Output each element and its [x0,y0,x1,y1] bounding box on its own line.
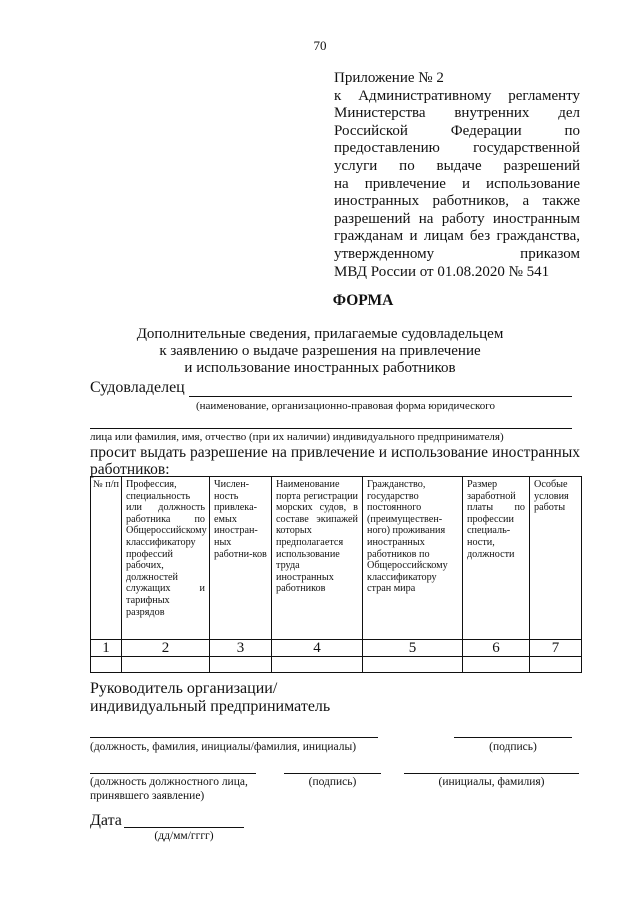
column-number: 1 [91,640,122,657]
form-title: ФОРМА [332,292,394,309]
official-initials-caption: (инициалы, фамилия) [438,776,545,788]
signature-field[interactable] [454,737,572,738]
table-cell[interactable] [463,657,530,673]
shipowner-label: Судовладелец [90,379,185,396]
date-caption: (дд/мм/гггг) [154,830,214,842]
shipowner-caption: (наименование, организационно-правовая форма юридического [196,400,496,412]
appendix-line: Российской Федерации по [334,122,580,139]
appendix-line: Министерства внутренних дел [334,105,580,122]
table-cell[interactable] [272,657,363,673]
appendix-line: Приложение № 2 [334,70,444,86]
appendix-line: МВД России от 01.08.2020 № 541 [334,263,550,280]
official-signature-caption: (подпись) [308,776,357,788]
appendix-line: к Административному регламенту [334,87,580,104]
column-number: 6 [463,640,530,657]
column-number: 3 [210,640,272,657]
appendix-line: гражданам и лицам без гражданства, [334,228,580,245]
position-caption: (должность, фамилия, инициалы/фамилия, инициалы) [90,741,357,753]
shipowner-field[interactable] [189,396,572,397]
request-text-continued: работников: [90,461,170,478]
table-number-row [91,640,582,657]
header-cell-conditions: Особые условия работы [530,477,582,640]
official-initials-field[interactable] [404,773,579,774]
header-cell-number: № п/п [91,477,122,640]
table-cell[interactable] [91,657,122,673]
signature-caption: (подпись) [489,741,537,753]
official-position-field[interactable] [90,773,256,774]
column-number: 4 [272,640,363,657]
header-cell-citizenship: Гражданство, государство постоянного (преимуществен-ного) проживания иностранных работников по Общероссийскому классификатору стран мира [363,477,463,640]
head-label-continued: индивидуальный предприниматель [90,698,331,715]
subtitle-line: и использование иностранных работников [184,360,456,376]
header-cell-count: Числен-ность привлека-емых иностран-ных работни-ков [210,477,272,640]
table-cell[interactable] [363,657,463,673]
subtitle-line: к заявлению о выдаче разрешения на привлечение [159,343,481,359]
shipowner-caption-continued: лица или фамилия, имя, отчество (при их наличии) индивидуального предпринимателя) [90,431,504,443]
form-subtitle [0,326,640,377]
shipowner-field-continued[interactable] [90,428,572,429]
appendix-line: предоставлению государственной [334,140,580,157]
official-caption: (должность должностного лица, [90,776,248,788]
table-cell[interactable] [210,657,272,673]
appendix-header [334,70,580,281]
page-number: 70 [313,38,327,53]
table-row [91,657,582,673]
table-header-row [91,477,582,640]
official-caption-continued: принявшего заявление) [90,790,205,802]
column-number: 7 [530,640,582,657]
head-label: Руководитель организации/ [90,680,278,697]
appendix-line: иностранных работников, а также [334,193,580,210]
appendix-line: услуги по выдаче разрешений [334,157,580,174]
appendix-line: разрешений на работу иностранным [334,210,580,227]
date-field[interactable] [124,827,244,828]
position-field[interactable] [90,737,378,738]
column-number: 2 [122,640,210,657]
request-text: просит выдать разрешение на привлечение и использование иностранных [90,444,580,461]
official-signature-field[interactable] [284,773,381,774]
appendix-line: на привлечение и использование [334,175,580,192]
header-cell-salary: Размер заработной платы по профессии специаль-ности, должности [463,477,530,640]
table-cell[interactable] [122,657,210,673]
header-cell-port: Наименование порта регистрации морских судов, в составе экипажей которых предполагается использование труда иностранных работников [272,477,363,640]
header-cell-profession: Профессия, специальность или должность работника по Общероссийскому классификатору профессий рабочих, должностей служащих и тарифных разрядов [122,477,210,640]
appendix-line: утвержденному приказом [334,245,580,262]
workers-table [90,476,582,673]
date-label: Дата [90,812,122,829]
column-number: 5 [363,640,463,657]
table-cell[interactable] [530,657,582,673]
subtitle-line: Дополнительные сведения, прилагаемые судовладельцем [136,326,504,342]
